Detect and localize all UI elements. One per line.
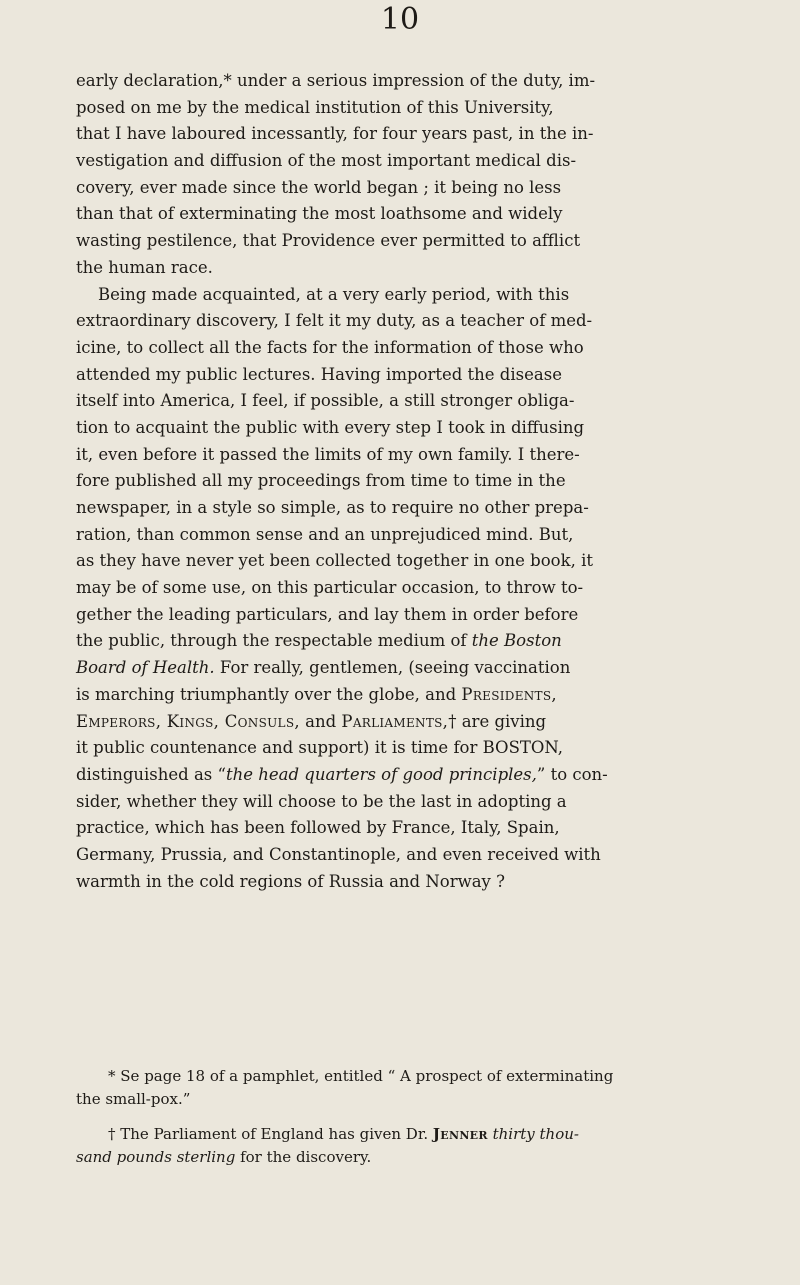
text-run: for the discovery.: [235, 1148, 372, 1166]
text-line: itself into America, I feel, if possible, a still stronger obliga-: [76, 391, 575, 411]
text-line: covery, ever made since the world began ; it being no less: [76, 177, 562, 197]
text-line: warmth in the cold regions of Russia and Norway ?: [76, 871, 505, 891]
italic-run: thirty thou-: [492, 1125, 579, 1143]
text-line: the human race.: [76, 257, 213, 277]
text-line: extraordinary discovery, I felt it my duty, as a teacher of med-: [76, 311, 593, 331]
text-line-mixed: [76, 682, 730, 709]
text-run: the public, through the respectable medium of: [76, 631, 467, 651]
footnote-line-mixed: [76, 1146, 730, 1169]
text-line: practice, which has been followed by France, Italy, Spain,: [76, 818, 560, 838]
footnote-line-mixed: [76, 1123, 730, 1146]
footnote-star: [76, 1065, 730, 1111]
small-caps-run: Jenner: [432, 1125, 488, 1143]
text-line: that I have laboured incessantly, for four years past, in the in-: [76, 124, 594, 144]
text-line: gether the leading particulars, and lay them in order before: [76, 604, 579, 624]
italic-run: the head quarters of good principles,: [225, 764, 537, 784]
footnotes: [76, 1065, 730, 1181]
italic-run: the Boston: [471, 631, 562, 651]
text-line: as they have never yet been collected together in one book, it: [76, 551, 593, 571]
text-run: ” to con-: [536, 764, 608, 784]
text-line: newspaper, in a style so simple, as to require no other prepa-: [76, 498, 589, 517]
footnote-line: * Se page 18 of a pamphlet, entitled “ A prospect of exterminating: [108, 1067, 614, 1085]
text-line: early declaration,* under a serious impression of the duty, im-: [76, 71, 596, 90]
text-line: Being made acquainted, at a very early period, with this: [98, 284, 570, 304]
body-text: [76, 68, 730, 895]
text-line: icine, to collect all the facts for the information of those who: [76, 337, 584, 357]
italic-run: Board of Health.: [76, 658, 215, 678]
text-run: is marching triumphantly over the globe, and: [76, 684, 457, 704]
text-line: it, even before it passed the limits of my own family. I there-: [76, 444, 580, 464]
text-line: vestigation and diffusion of the most important medical dis-: [76, 151, 577, 171]
text-line: attended my public lectures. Having imported the disease: [76, 364, 562, 384]
text-run: distinguished as “: [76, 764, 226, 784]
text-line: wasting pestilence, that Providence ever permitted to afflict: [76, 231, 581, 251]
text-run: For really, gentlemen, (seeing vaccination: [214, 658, 571, 678]
text-line: sider, whether they will choose to be the last in adopting a: [76, 791, 567, 811]
text-line: may be of some use, on this particular occasion, to throw to-: [76, 578, 584, 598]
text-line: tion to acquaint the public with every step I took in diffusing: [76, 417, 585, 437]
text-line: than that of exterminating the most loathsome and widely: [76, 204, 563, 224]
text-line: posed on me by the medical institution of this University,: [76, 97, 554, 117]
text-line-mixed: [76, 655, 730, 682]
text-line: Germany, Prussia, and Constantinople, and even received with: [76, 844, 601, 864]
italic-run: sand pounds sterling: [76, 1148, 236, 1166]
small-caps-run: Parliaments,: [341, 711, 449, 731]
footnote-dagger: [76, 1123, 730, 1169]
text-line-mixed: [76, 628, 730, 655]
footnote-line: the small-pox.”: [76, 1090, 191, 1108]
text-run: † are giving: [448, 711, 547, 731]
text-run: and: [299, 711, 342, 731]
text-line-mixed: [76, 709, 730, 736]
text-run: † The Parliament of England has given Dr.: [108, 1125, 429, 1143]
text-line: it public countenance and support) it is time for BOSTON,: [76, 738, 564, 758]
text-line-mixed: [76, 762, 730, 789]
small-caps-run: Emperors, Kings, Consuls,: [76, 711, 300, 731]
page-number: 10: [380, 2, 420, 37]
text-line: fore published all my proceedings from time to time in the: [76, 471, 566, 491]
text-line: ration, than common sense and an unprejudiced mind. But,: [76, 524, 574, 544]
small-caps-run: Presidents,: [461, 684, 557, 704]
